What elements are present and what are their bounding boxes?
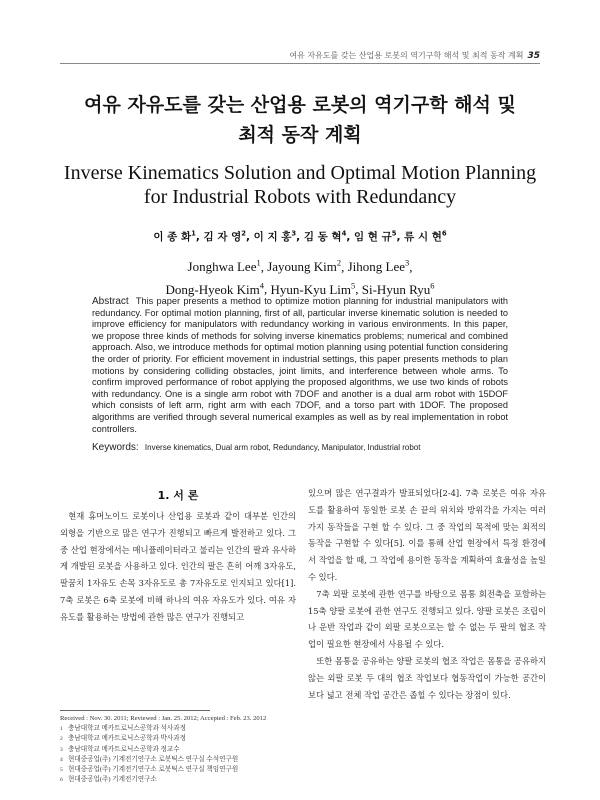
footnote-item: 4 현대중공업(주) 기계전기연구소 로봇틱스 연구실 수석연구원 [60,755,239,763]
author-ko: 이 종 화$^1$ [153,229,196,243]
authors-english-line2: Dong-Hyeok Kim$^4$, Hyun-Kyu Lim$^5$, Si-Hyun Ryu$^6$ [165,280,435,297]
body-column-left [60,508,296,626]
author-en: Hyun-Kyu Lim$^5$ [270,280,356,297]
author-en: Jonghwa Lee$^1$ [187,258,261,275]
footnote-item: 5 현대중공업(주) 기계전기연구소 로봇틱스 연구실 책임연구원 [60,766,239,774]
footnotes [60,714,300,785]
author-en: Dong-Hyeok Kim$^4$ [165,280,265,297]
authors-english [60,254,540,299]
body-column-right [308,485,546,703]
author-ko: 김 동 혁$^4$ [303,229,347,243]
authors-english-line1: Jonghwa Lee$^1$, Jayoung Kim$^2$, Jihong Lee$^3$, [187,258,413,275]
body-paragraph: 있으며 많은 연구결과가 발표되었다[2-4]. 7축 로봇은 여유 자유도를 활용하여 동일한 로봇 손 끝의 위치와 방위각을 가지는 여러 가지 동작들을 구현 할 수 있다. 그 중 작업의 목적에 맞는 최적의 동작을 구현할 수 있다[5]. 이를 통해 산업 현장에서 특정 환경에서 작업을 할 때, 그 작업에 용이한 동작을 계획하여 효율성을 높일 수 있다. [308,488,546,582]
title-english-line2: for Industrial Robots with Redundancy [143,186,457,208]
received-dates: Received : Nov. 30. 2011; Reviewed : Jan. 25. 2012; Accepted : Feb. 23. 2012 [60,715,267,722]
keywords [92,442,508,453]
author-en: Si-Hyun Ryu$^6$ [361,280,435,297]
keywords-label: Keywords: [92,442,139,453]
abstract-label: Abstract [92,296,129,307]
author-en: Jayoung Kim$^2$ [267,258,342,275]
title-korean [60,90,540,150]
abstract-text: This paper presents a method to optimize motion planning for industrial manipulators with redundancy. For optimal motion planning, first of all, particular inverse kinematic solution is needed to improve efficiency for manipulators with redundancy working in various environments. In this paper, we propose three kinds of methods for solving inverse kinematics problems; numerical and combined approach. Also, we introduce methods for optimal motion planning using potential function considering the order of priority. For efficient movement in industrial settings, this paper presents methods to plan motions by considering colliding obstacles, joint limits, and interference between whole arms. To confirm improved performance of robot applying the proposed algorithms, we use two kinds of robots with redundancy. One is a single arm robot with 7DOF and another is a dual arm robot with 15DOF which consists of left arm, right arm with each 7DOF, and a torso part with 1DOF. The proposed algorithms are verified through several numerical examples as well as by real implementation in robot controllers. [92,296,508,434]
body-paragraph: 또한 몸통을 공유하는 양팔 로봇의 협조 작업은 몸통을 공유하지 않는 외팔 로봇 두 대의 협조 작업보다 협동작업이 가능한 공간이 보다 넓고 전체 작업 공간은 좁힐 수 있다는 장점이 있다. [308,655,546,700]
author-ko: 이 지 홍$^3$ [253,229,297,243]
title-korean-line1: 여유 자유도를 갖는 산업용 로봇의 역기구학 해석 및 [84,94,516,116]
running-header [60,50,540,61]
running-header-title: 여유 자유도를 갖는 산업용 로봇의 역기구학 해석 및 최적 동작 계획 [289,51,524,60]
body-paragraph: 현재 휴머노이드 로봇이나 산업용 로봇과 같이 대부분 인간의 외형을 기반으로 많은 연구가 진행되고 빠르게 발전하고 있다. 그 중 산업 현장에서는 매니퓰레이터라고 불리는 인간의 팔과 유사하게 개발된 로봇을 사용하고 있다. 인간의 팔은 흔히 어깨 3자유도, 팔꿈치 1자유도 손목 3자유도로 총 7자유도로 인지되고 있다[1]. 7축 로봇은 6축 로봇에 비해 하나의 여유 자유도가 있다. 여유 자유도를 활용하는 방법에 관한 많은 연구가 진행되고 [60,511,296,622]
author-ko: 임 현 규$^5$ [353,229,397,243]
title-english-line1: Inverse Kinematics Solution and Optimal Motion Planning [63,162,537,184]
title-korean-line2: 최적 동작 계획 [238,124,362,146]
footnote-item: 6 현대중공업(주) 기계전기연구소 [60,776,157,784]
footnote-rule [60,710,210,711]
body-paragraph: 7축 외팔 로봇에 관한 연구를 바탕으로 몸통 회전축을 포함하는 15축 양팔 로봇에 관한 연구도 진행되고 있다. 양팔 로봇은 조립이나 운반 작업과 같이 외팔 로봇으로는 할 수 없는 두 팔의 협조 작업이 필요한 현장에서 사용될 수 있다. [308,588,546,650]
author-ko: 류 시 현$^6$ [404,229,447,243]
footnote-item: 1 충남대학교 메카트로닉스공학과 석사과정 [60,725,186,733]
header-rule [60,63,540,64]
section-heading: 1. 서 론 [157,489,199,502]
abstract [92,296,508,435]
page-number: 35 [527,51,540,61]
footnote-item: 2 충남대학교 메카트로닉스공학과 박사과정 [60,735,186,743]
authors-korean: 이 종 화$^1$, 김 자 영$^2$, 이 지 홍$^3$, 김 동 혁$^4$, 임 현 규$^5$, 류 시 현$^6$ [153,229,447,243]
author-ko: 김 자 영$^2$ [203,229,247,243]
author-en: Jihong Lee$^3$ [347,258,410,275]
title-english [40,161,560,209]
keywords-text: Inverse kinematics, Dual arm robot, Redundancy, Manipulator, Industrial robot [144,443,421,452]
footnote-item: 3 충남대학교 메카트로닉스공학과 정교수 [60,745,180,753]
